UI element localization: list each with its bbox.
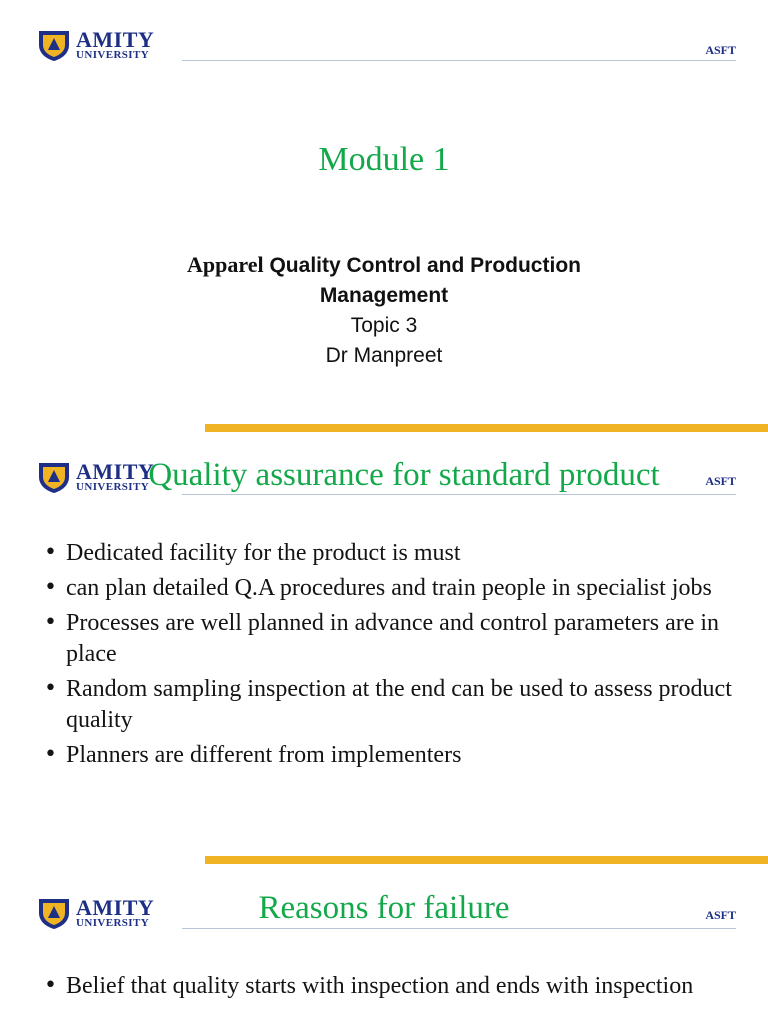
course-name-serif: Apparel — [187, 252, 264, 277]
list-item: • Belief that quality starts with inspection and ends with inspection — [44, 971, 744, 1002]
author-name: Dr Manpreet — [325, 344, 443, 367]
list-item: • Planners are different from implementers — [44, 740, 744, 771]
header-divider — [182, 494, 736, 495]
logo-wordmark: AMITY — [76, 27, 155, 52]
slide-title: Reasons for failure — [258, 890, 510, 926]
topic-label: Topic 3 — [350, 314, 418, 337]
logo-wordmark: AMITY — [76, 459, 155, 484]
logo-subtitle: UNIVERSITY — [76, 481, 150, 493]
bullet-list — [44, 538, 744, 775]
list-item: • Processes are well planned in advance and control parameters are in place — [44, 608, 744, 670]
slide-1 — [0, 0, 768, 432]
list-item: • can plan detailed Q.A procedures and train people in specialist jobs — [44, 573, 744, 604]
course-name-rest: Quality Control and Production Management — [263, 254, 581, 307]
slide-3 — [0, 866, 768, 1024]
list-item: • Dedicated facility for the product is must — [44, 538, 744, 569]
logo-wordmark: AMITY — [76, 895, 155, 920]
list-item: • Random sampling inspection at the end can be used to assess product quality — [44, 674, 744, 736]
logo-subtitle: UNIVERSITY — [76, 49, 150, 61]
header-divider — [182, 928, 736, 929]
module-title: Module 1 — [318, 141, 450, 178]
bullet-list — [44, 971, 744, 1006]
slide-2 — [0, 432, 768, 866]
amity-logo — [36, 28, 154, 62]
asft-tag: ASFT — [705, 474, 736, 488]
logo-subtitle: UNIVERSITY — [76, 917, 150, 929]
slide-title: Quality assurance for standard product — [148, 457, 660, 493]
course-subtitle — [134, 250, 634, 371]
amity-crest-icon — [36, 28, 72, 62]
course-name — [134, 250, 634, 311]
slide-footer-bar — [205, 856, 768, 864]
asft-tag: ASFT — [705, 43, 736, 57]
header-divider — [182, 60, 736, 61]
slide-footer-bar — [205, 424, 768, 432]
asft-tag: ASFT — [705, 908, 736, 922]
